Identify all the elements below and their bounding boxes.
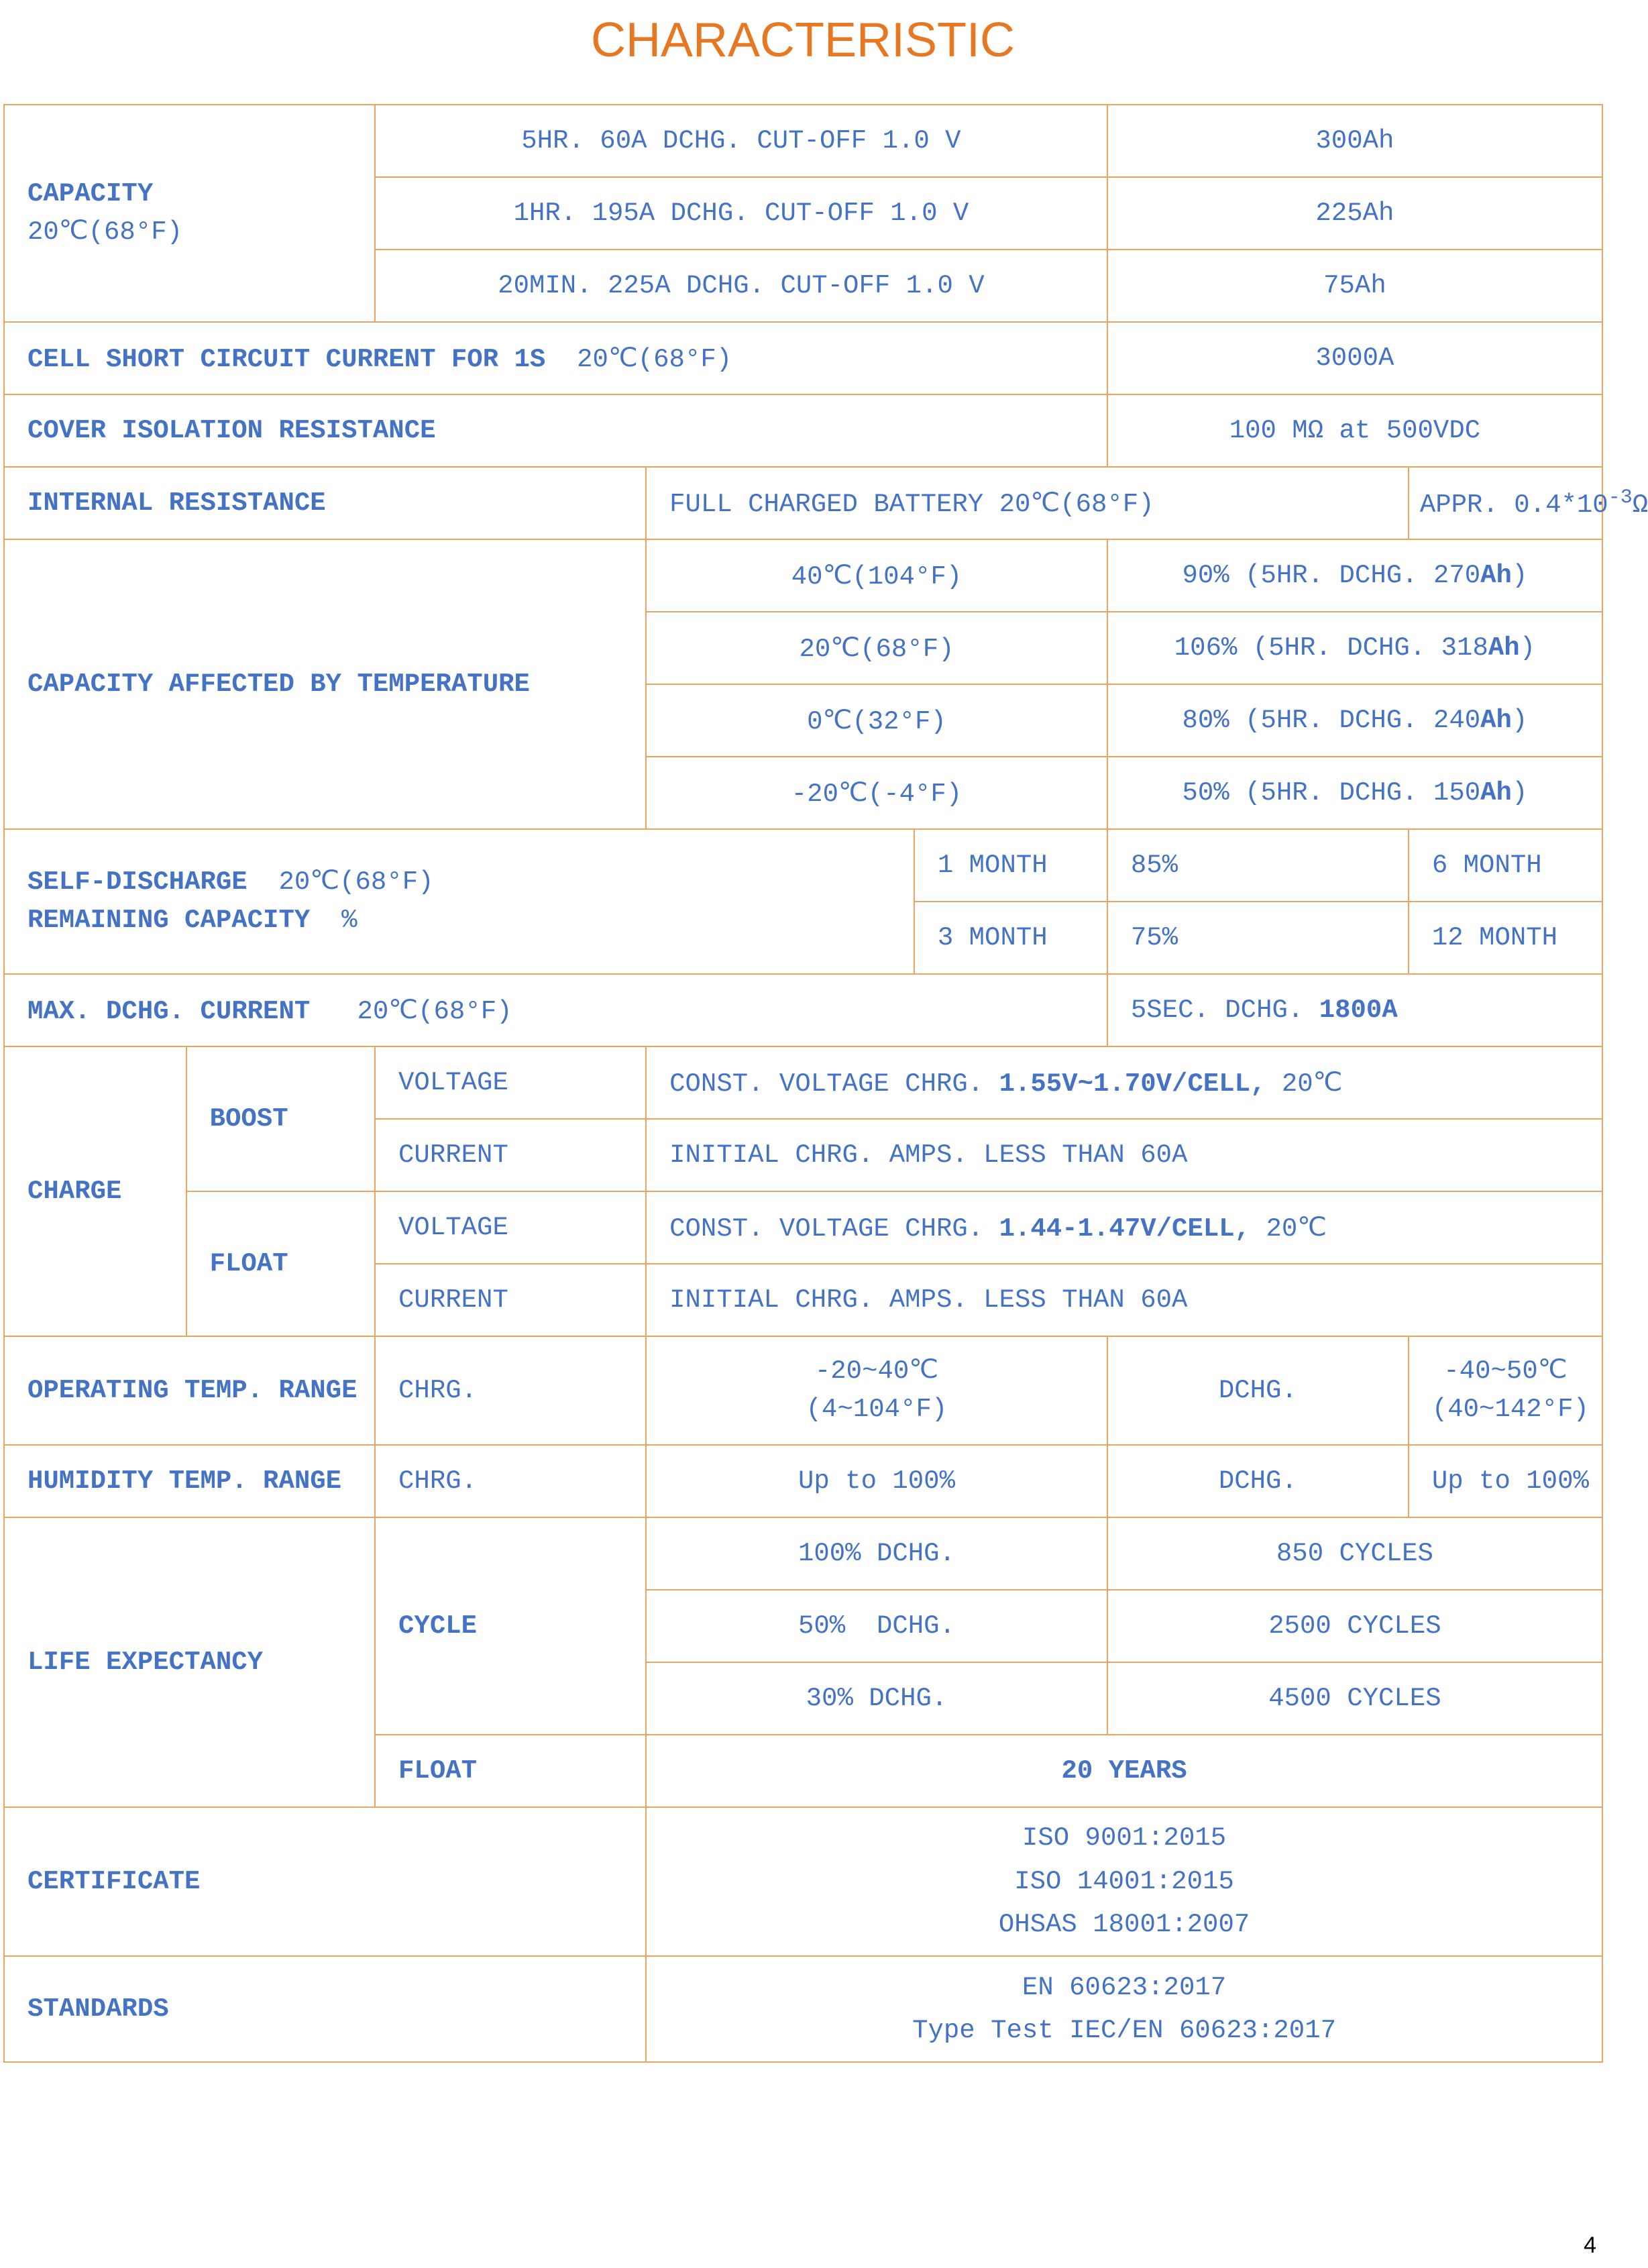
self-discharge-value-text-1: 85% [1130, 851, 1178, 880]
humidity-dchg-label: DCHG. [1107, 1445, 1409, 1517]
internal-resistance-unit: Ω [1632, 490, 1648, 520]
capacity-value-1: 300Ah [1107, 105, 1602, 177]
temp-capacity-value-text-1: 90% (5HR. DCHG. 270 [1182, 561, 1481, 590]
humidity-dchg-value: Up to 100% [1409, 1445, 1602, 1517]
operating-chrg-f: (4~104°F) [806, 1395, 948, 1424]
temp-capacity-value-text-2: 106% (5HR. DCHG. 318 [1174, 633, 1488, 663]
float-current-label: CURRENT [375, 1264, 646, 1336]
isolation-label: COVER ISOLATION RESISTANCE [4, 394, 1107, 467]
max-dchg-temp: 20℃(68°F) [357, 996, 512, 1026]
temp-capacity-value-text-4: 50% (5HR. DCHG. 150 [1182, 778, 1481, 808]
certificate-label: CERTIFICATE [4, 1807, 646, 1956]
certificate-item-1: ISO 9001:2015 [1022, 1823, 1227, 1853]
boost-voltage-cell [646, 1046, 1602, 1119]
capacity-cond-1: 5HR. 60A DCHG. CUT-OFF 1.0 V [375, 105, 1107, 177]
temp-capacity-unit-2: Ah [1488, 633, 1520, 663]
capacity-value-3: 75Ah [1107, 250, 1602, 322]
temp-capacity-label: CAPACITY AFFECTED BY TEMPERATURE [4, 539, 646, 829]
self-discharge-period-4 [1409, 902, 1602, 974]
internal-resistance-exponent: -3 [1608, 486, 1633, 509]
temp-capacity-temp-2: 20℃(68°F) [646, 612, 1107, 684]
life-cycles-1: 850 CYCLES [1107, 1517, 1602, 1590]
operating-dchg-c: -40~50℃ [1443, 1356, 1568, 1387]
self-discharge-period-2 [1409, 829, 1602, 902]
self-discharge-label-cell [4, 829, 914, 974]
temp-capacity-temp-4: -20℃(-4°F) [646, 757, 1107, 829]
isolation-value: 100 MΩ at 500VDC [1107, 394, 1602, 467]
internal-resistance-value [1409, 467, 1648, 539]
temp-capacity-close-3: ) [1511, 706, 1528, 735]
boost-current-value: INITIAL CHRG. AMPS. LESS THAN 60A [646, 1119, 1602, 1191]
life-cycles-2: 2500 CYCLES [1107, 1590, 1602, 1662]
temp-capacity-unit-1: Ah [1480, 561, 1512, 590]
temp-capacity-value-text-3: 80% (5HR. DCHG. 240 [1182, 706, 1481, 735]
temp-capacity-close-4: ) [1511, 778, 1528, 808]
temp-capacity-unit-4: Ah [1480, 778, 1512, 808]
self-discharge-value-text-3: 75% [1130, 923, 1178, 953]
operating-dchg-value [1409, 1336, 1602, 1445]
operating-chrg-value [646, 1336, 1107, 1445]
boost-voltage-temp: 20℃ [1281, 1069, 1343, 1099]
life-cycles-3: 4500 CYCLES [1107, 1662, 1602, 1735]
boost-voltage-value: 1.55V~1.70V/CELL, [999, 1069, 1266, 1099]
float-voltage-label: VOLTAGE [375, 1191, 646, 1264]
self-discharge-temp: 20℃(68°F) [278, 867, 434, 898]
temp-capacity-temp-1: 40℃(104°F) [646, 539, 1107, 612]
max-dchg-value-cell [1107, 974, 1602, 1046]
float-voltage-prefix: CONST. VOLTAGE CHRG. [669, 1213, 984, 1244]
capacity-label-cell [4, 105, 375, 322]
temp-capacity-value-1 [1107, 539, 1602, 612]
standards-label: STANDARDS [4, 1956, 646, 2062]
max-dchg-value: 1800A [1319, 995, 1398, 1025]
self-discharge-value-3 [1107, 902, 1409, 974]
self-discharge-label-2: REMAINING CAPACITY [28, 906, 311, 935]
self-discharge-value-1 [1107, 829, 1409, 902]
float-label: FLOAT [186, 1191, 375, 1336]
cycle-label: CYCLE [375, 1517, 646, 1735]
humidity-chrg-label: CHRG. [375, 1445, 646, 1517]
self-discharge-label: SELF-DISCHARGE [28, 867, 248, 898]
certificate-item-2: ISO 14001:2015 [1014, 1866, 1234, 1896]
capacity-cond-2: 1HR. 195A DCHG. CUT-OFF 1.0 V [375, 177, 1107, 250]
operating-chrg-c: -20~40℃ [814, 1356, 939, 1387]
internal-resistance-label: INTERNAL RESISTANCE [4, 467, 646, 539]
temp-capacity-value-3 [1107, 684, 1602, 757]
max-dchg-prefix: 5SEC. DCHG. [1130, 995, 1304, 1025]
boost-current-label: CURRENT [375, 1119, 646, 1191]
temp-capacity-value-2 [1107, 612, 1602, 684]
float-voltage-value: 1.44-1.47V/CELL, [999, 1213, 1251, 1244]
certificate-list [646, 1807, 1602, 1956]
boost-label: BOOST [186, 1046, 375, 1191]
internal-resistance-cond: FULL CHARGED BATTERY 20℃(68°F) [646, 467, 1409, 539]
capacity-temp: 20℃(68°F) [28, 217, 183, 247]
temp-capacity-close-2: ) [1519, 633, 1536, 663]
internal-resistance-prefix: APPR. 0.4*10 [1419, 490, 1608, 520]
life-dod-3: 30% DCHG. [646, 1662, 1107, 1735]
capacity-label: CAPACITY [28, 179, 154, 209]
characteristic-table [3, 104, 1648, 2063]
self-discharge-period-3: 3 MONTH [914, 902, 1107, 974]
boost-voltage-label: VOLTAGE [375, 1046, 646, 1119]
standards-item-2: Type Test IEC/EN 60623:2017 [912, 2016, 1336, 2045]
short-circuit-label-cell [4, 322, 1107, 394]
operating-chrg-label: CHRG. [375, 1336, 646, 1445]
short-circuit-temp: 20℃(68°F) [577, 344, 732, 374]
float-current-value: INITIAL CHRG. AMPS. LESS THAN 60A [646, 1264, 1602, 1336]
life-label: LIFE EXPECTANCY [4, 1517, 375, 1807]
humidity-label: HUMIDITY TEMP. RANGE [4, 1445, 375, 1517]
capacity-value-2: 225Ah [1107, 177, 1602, 250]
operating-temp-label: OPERATING TEMP. RANGE [4, 1336, 375, 1445]
float-voltage-cell [646, 1191, 1602, 1264]
operating-dchg-f: (40~142°F) [1431, 1395, 1589, 1424]
page-title: CHARACTERISTIC [590, 13, 1015, 67]
float-life-label: FLOAT [375, 1735, 646, 1807]
certificate-item-3: OHSAS 18001:2007 [998, 1910, 1250, 1940]
charge-label: CHARGE [4, 1046, 186, 1336]
self-discharge-period-text-2: 6 MONTH [1431, 851, 1542, 880]
temp-capacity-temp-3: 0℃(32°F) [646, 684, 1107, 757]
float-life-value: 20 YEARS [646, 1735, 1602, 1807]
temp-capacity-close-1: ) [1511, 561, 1528, 590]
operating-dchg-label: DCHG. [1107, 1336, 1409, 1445]
short-circuit-value: 3000A [1107, 322, 1602, 394]
short-circuit-label: CELL SHORT CIRCUIT CURRENT FOR 1S [28, 344, 546, 374]
page-number: 4 [1584, 2232, 1596, 2258]
standards-list [646, 1956, 1602, 2062]
standards-item-1: EN 60623:2017 [1022, 1972, 1227, 2002]
life-dod-2: 50% DCHG. [646, 1590, 1107, 1662]
humidity-chrg-value: Up to 100% [646, 1445, 1107, 1517]
temp-capacity-value-4 [1107, 757, 1602, 829]
float-voltage-temp: 20℃ [1266, 1213, 1327, 1244]
temp-capacity-unit-3: Ah [1480, 706, 1512, 735]
self-discharge-period-text-4: 12 MONTH [1431, 923, 1558, 953]
life-dod-1: 100% DCHG. [646, 1517, 1107, 1590]
boost-voltage-prefix: CONST. VOLTAGE CHRG. [669, 1069, 984, 1099]
capacity-cond-3: 20MIN. 225A DCHG. CUT-OFF 1.0 V [375, 250, 1107, 322]
max-dchg-label-cell [4, 974, 1107, 1046]
self-discharge-period-1: 1 MONTH [914, 829, 1107, 902]
max-dchg-label: MAX. DCHG. CURRENT [28, 996, 311, 1026]
self-discharge-pct: % [341, 906, 358, 935]
